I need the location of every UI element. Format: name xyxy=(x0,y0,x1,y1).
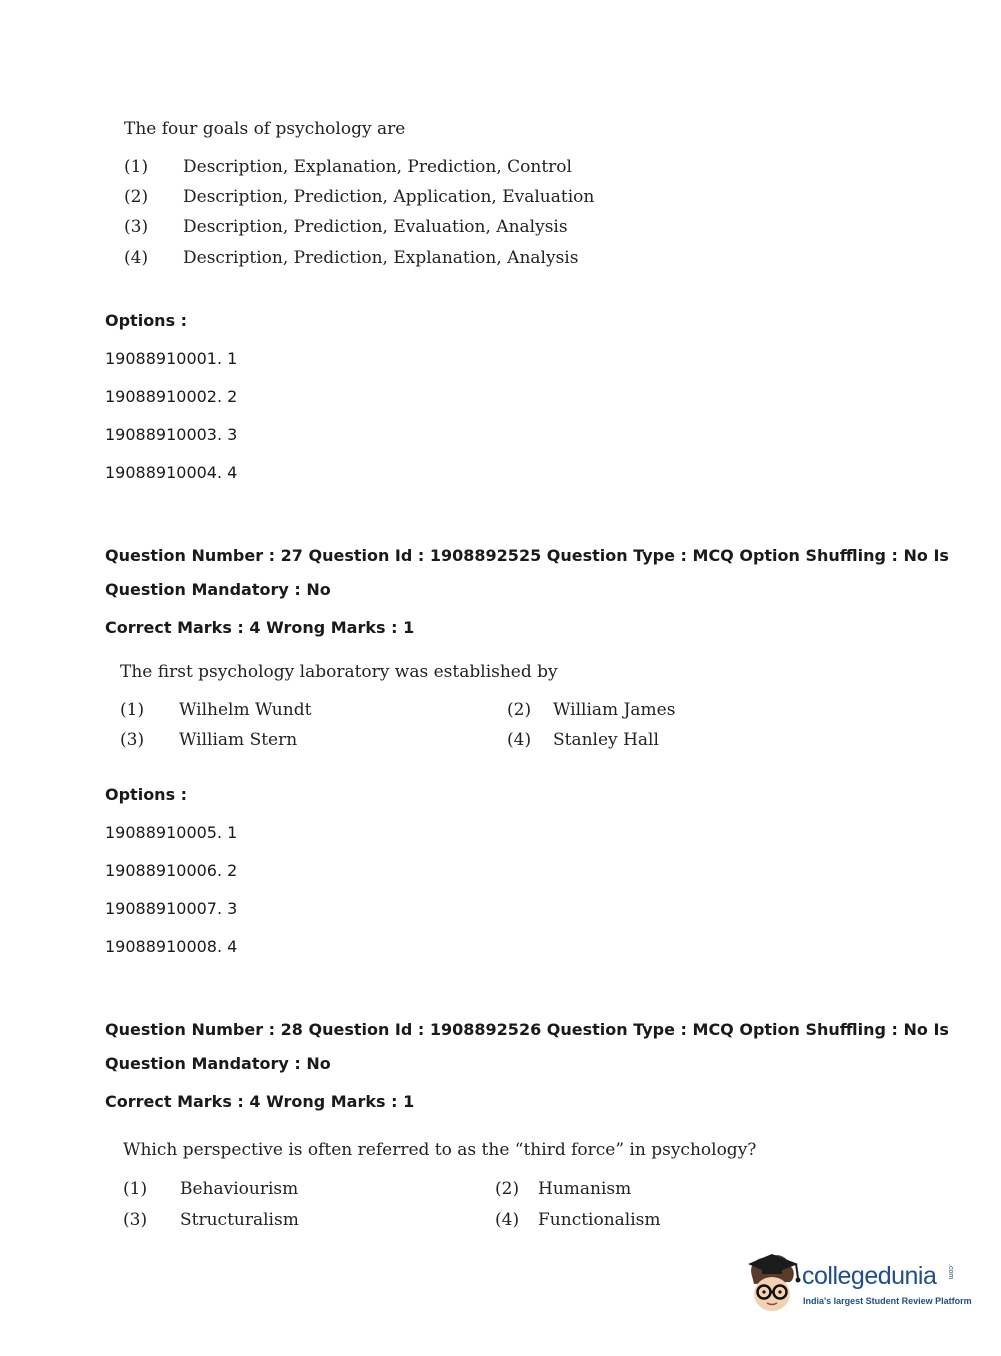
q27-marks: Correct Marks : 4 Wrong Marks : 1 xyxy=(105,618,415,637)
q27-choice-3-text: William Stern xyxy=(179,730,298,750)
q27-choice-2-text: William James xyxy=(553,700,676,720)
q27-stem: The first psychology laboratory was established by xyxy=(120,662,558,682)
logo-suffix: .com xyxy=(947,1264,954,1280)
q26-choice-4-num: (4) xyxy=(124,248,149,268)
q26-option-2: 19088910002. 2 xyxy=(105,387,238,406)
q28-choice-1-text: Behaviourism xyxy=(180,1179,299,1199)
q26-choice-2-text: Description, Prediction, Application, Evaluation xyxy=(183,187,595,207)
q26-choice-1-num: (1) xyxy=(124,157,149,177)
q28-choice-3-text: Structuralism xyxy=(180,1210,299,1230)
q27-choice-4-num: (4) xyxy=(507,730,532,750)
q26-options-label: Options : xyxy=(105,311,188,330)
q27-option-1: 19088910005. 1 xyxy=(105,823,238,842)
q28-choice-2-text: Humanism xyxy=(538,1179,632,1199)
q27-option-3: 19088910007. 3 xyxy=(105,899,238,918)
q27-choice-1-text: Wilhelm Wundt xyxy=(179,700,312,720)
q26-stem: The four goals of psychology are xyxy=(124,119,406,139)
q27-choice-2-num: (2) xyxy=(507,700,532,720)
q26-choice-2-num: (2) xyxy=(124,187,149,207)
q27-choice-1-num: (1) xyxy=(120,700,145,720)
q27-header-line2: Question Mandatory : No xyxy=(105,580,331,599)
mascot-icon xyxy=(742,1250,802,1316)
q28-stem: Which perspective is often referred to as the “third force” in psychology? xyxy=(123,1140,757,1160)
q26-choice-4-text: Description, Prediction, Explanation, Analysis xyxy=(183,248,579,268)
q26-option-1: 19088910001. 1 xyxy=(105,349,238,368)
q26-choice-3-num: (3) xyxy=(124,217,149,237)
q28-choice-1-num: (1) xyxy=(123,1179,148,1199)
q28-header-line2: Question Mandatory : No xyxy=(105,1054,331,1073)
collegedunia-logo[interactable] xyxy=(742,1250,972,1320)
q28-choice-4-num: (4) xyxy=(495,1210,520,1230)
q28-header-line1: Question Number : 28 Question Id : 1908892526 Question Type : MCQ Option Shuffling : No Is xyxy=(105,1020,949,1039)
q27-choice-4-text: Stanley Hall xyxy=(553,730,659,750)
q26-choice-3-text: Description, Prediction, Evaluation, Analysis xyxy=(183,217,568,237)
q26-option-3: 19088910003. 3 xyxy=(105,425,238,444)
q27-option-4: 19088910008. 4 xyxy=(105,937,238,956)
q26-option-4: 19088910004. 4 xyxy=(105,463,238,482)
logo-tagline: India's largest Student Review Platform xyxy=(803,1296,972,1306)
q27-choice-3-num: (3) xyxy=(120,730,145,750)
q28-choice-2-num: (2) xyxy=(495,1179,520,1199)
q28-marks: Correct Marks : 4 Wrong Marks : 1 xyxy=(105,1092,415,1111)
q27-option-2: 19088910006. 2 xyxy=(105,861,238,880)
q28-choice-3-num: (3) xyxy=(123,1210,148,1230)
q27-options-label: Options : xyxy=(105,785,188,804)
q28-choice-4-text: Functionalism xyxy=(538,1210,661,1230)
logo-wordmark: collegedunia xyxy=(802,1262,937,1290)
q26-choice-1-text: Description, Explanation, Prediction, Control xyxy=(183,157,572,177)
q27-header-line1: Question Number : 27 Question Id : 1908892525 Question Type : MCQ Option Shuffling : No Is xyxy=(105,546,949,565)
